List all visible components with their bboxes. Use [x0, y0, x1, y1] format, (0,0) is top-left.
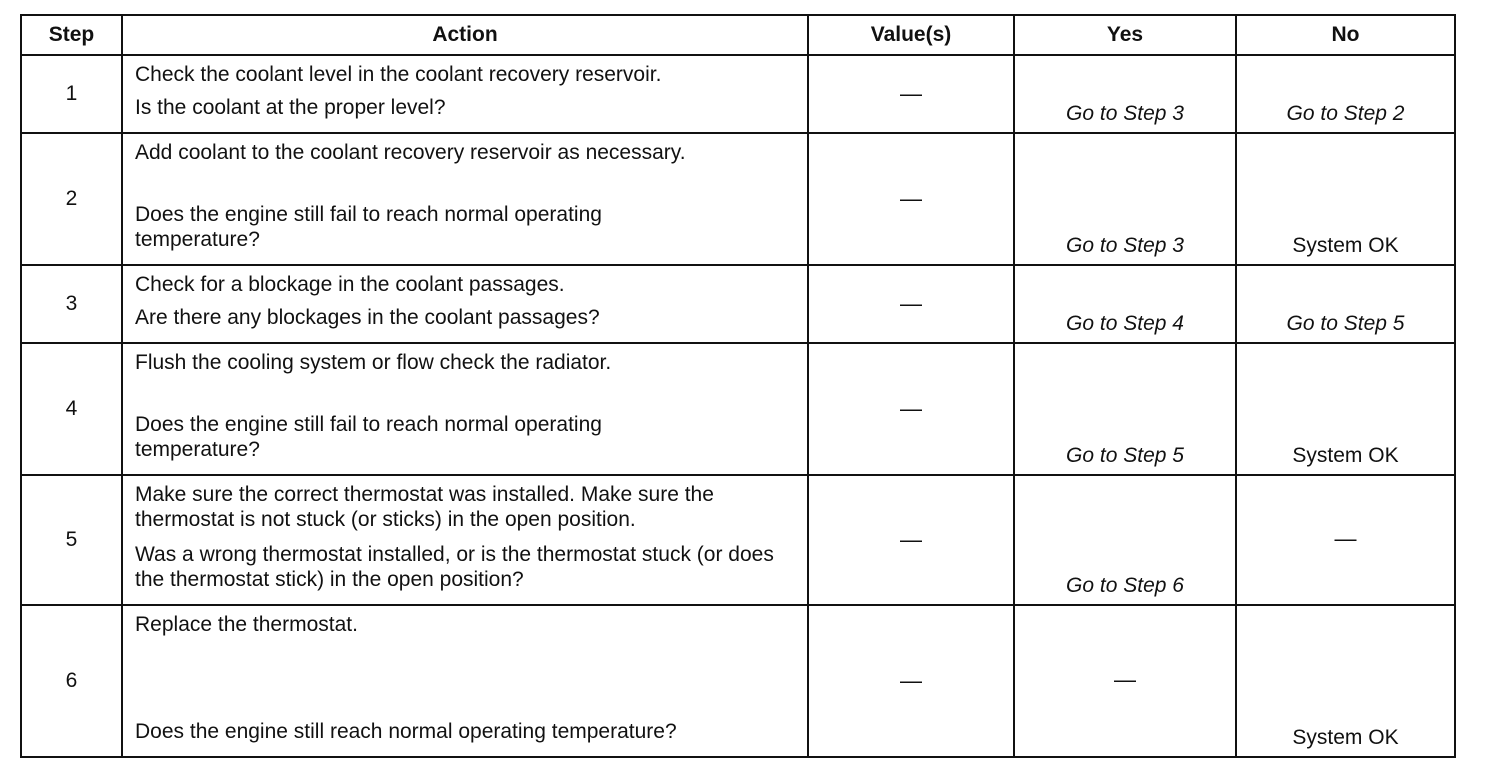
value-cell	[808, 133, 1014, 265]
value-cell	[808, 265, 1014, 343]
table-row	[21, 475, 1455, 605]
table-row	[21, 55, 1455, 133]
yes-outcome	[1014, 605, 1236, 757]
step-number: 2	[21, 133, 122, 265]
action-cell	[122, 265, 808, 343]
table-row	[21, 605, 1455, 757]
action-cell	[122, 343, 808, 475]
action-question: Does the engine still reach normal operating temperature?	[135, 720, 677, 743]
action-instruction: Add coolant to the coolant recovery reservoir as necessary.	[135, 141, 686, 164]
yes-outcome: Go to Step 6	[1014, 475, 1236, 605]
yes-outcome: Go to Step 5	[1014, 343, 1236, 475]
yes-outcome: Go to Step 3	[1014, 55, 1236, 133]
action-cell	[122, 605, 808, 757]
step-number: 1	[21, 55, 122, 133]
step-number: 3	[21, 265, 122, 343]
no-outcome: System OK	[1236, 133, 1455, 265]
no-outcome	[1236, 475, 1455, 605]
action-question: Are there any blockages in the coolant passages?	[135, 306, 600, 329]
action-cell	[122, 475, 808, 605]
header-yes: Yes	[1014, 15, 1236, 55]
action-instruction: Make sure the correct thermostat was installed. Make sure the thermostat is not stuck (or sticks) in the open position.	[135, 483, 714, 531]
no-outcome: Go to Step 2	[1236, 55, 1455, 133]
action-cell	[122, 133, 808, 265]
step-number: 5	[21, 475, 122, 605]
diagnostic-table	[20, 14, 1456, 758]
action-instruction: Replace the thermostat.	[135, 613, 358, 636]
header-no: No	[1236, 15, 1455, 55]
value-dash: —	[900, 186, 922, 211]
no-outcome: System OK	[1236, 343, 1455, 475]
value-dash: —	[900, 396, 922, 421]
action-cell	[122, 55, 808, 133]
value-cell	[808, 55, 1014, 133]
no-dash: —	[1334, 526, 1357, 551]
step-number: 4	[21, 343, 122, 475]
yes-dash: —	[1114, 667, 1136, 692]
header-step: Step	[21, 15, 122, 55]
value-cell	[808, 475, 1014, 605]
table-row	[21, 265, 1455, 343]
action-question: Does the engine still fail to reach normal operating temperature?	[135, 203, 602, 251]
header-row	[21, 15, 1455, 55]
yes-outcome: Go to Step 3	[1014, 133, 1236, 265]
no-outcome: System OK	[1236, 605, 1455, 757]
value-cell	[808, 605, 1014, 757]
header-values: Value(s)	[808, 15, 1014, 55]
action-question: Does the engine still fail to reach normal operating temperature?	[135, 413, 602, 461]
value-cell	[808, 343, 1014, 475]
action-instruction: Check for a blockage in the coolant passages.	[135, 273, 565, 296]
step-number: 6	[21, 605, 122, 757]
yes-outcome: Go to Step 4	[1014, 265, 1236, 343]
table-row	[21, 133, 1455, 265]
action-question: Is the coolant at the proper level?	[135, 96, 446, 119]
value-dash: —	[900, 291, 922, 316]
action-question: Was a wrong thermostat installed, or is the thermostat stuck (or does the thermostat stick) in the open position?	[135, 543, 774, 591]
value-dash: —	[900, 527, 922, 552]
action-instruction: Check the coolant level in the coolant recovery reservoir.	[135, 63, 662, 86]
action-instruction: Flush the cooling system or flow check the radiator.	[135, 351, 612, 374]
header-action: Action	[122, 15, 808, 55]
no-outcome: Go to Step 5	[1236, 265, 1455, 343]
table-row	[21, 343, 1455, 475]
value-dash: —	[900, 668, 922, 693]
value-dash: —	[900, 81, 922, 106]
